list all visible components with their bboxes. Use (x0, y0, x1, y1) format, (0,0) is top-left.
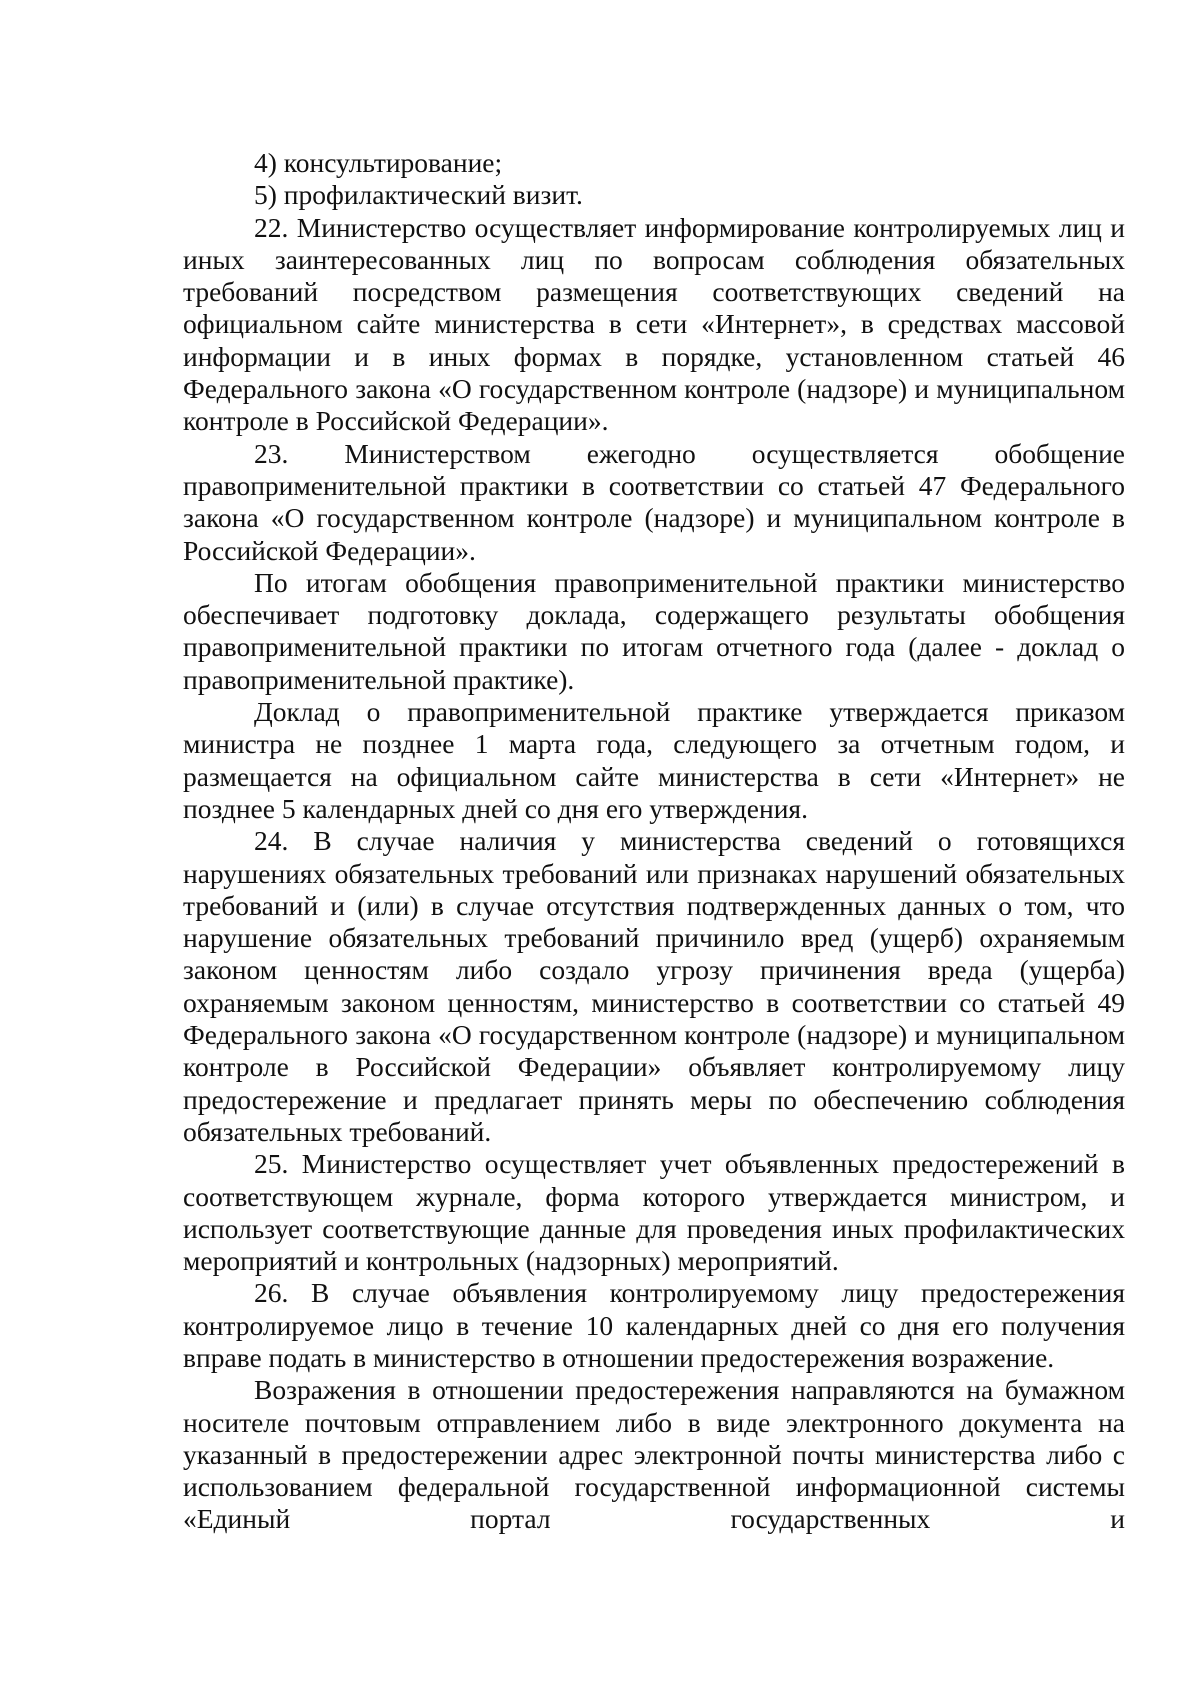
paragraph-24: 24. В случае наличия у министерства сведений о готовящихся нарушениях обязательных требований или признаках нарушений обязательных требований и (или) в случае отсутствия подтвержденных данных о том, что нарушение обязательных требований причинило вред (ущерб) охраняемым законом ценностям либо создало угрозу причинения вреда (ущерба) охраняемым законом ценностям, министерство в соответствии со статьей 49 Федерального закона «О государственном контроле (надзоре) и муниципальном контроле в Российской Федерации» объявляет контролируемому лицу предостережение и предлагает принять меры по обеспечению соблюдения обязательных требований. (183, 825, 1125, 1147)
paragraph-25: 25. Министерство осуществляет учет объявленных предостережений в соответствующем журнале, форма которого утверждается министром, и использует соответствующие данные для проведения иных профилактических мероприятий и контрольных (надзорных) мероприятий. (183, 1148, 1125, 1277)
paragraph-23-approval: Доклад о правоприменительной практике утверждается приказом министра не позднее 1 марта года, следующего за отчетным годом, и размещается на официальном сайте министерства в сети «Интернет» не позднее 5 календарных дней со дня его утверждения. (183, 696, 1125, 824)
list-item-consulting: 4) консультирование; (254, 147, 503, 178)
paragraph-23: 23. Министерством ежегодно осуществляется обобщение правоприменительной практики в соответствии со статьей 47 Федерального закона «О государственном контроле (надзоре) и муниципальном контроле в Российской Федерации». (183, 437, 1125, 566)
list-item-preventive-visit: 5) профилактический визит. (254, 179, 583, 211)
paragraph-26: 26. В случае объявления контролируемому лицу предостережения контролируемое лицо в течение 10 календарных дней со дня его получения вправе подать в министерство в отношении предостережения возражение. (183, 1277, 1125, 1373)
paragraph-23-report: По итогам обобщения правоприменительной практики министерство обеспечивает подготовку доклада, содержащего результаты обобщения правоприменительной практики по итогам отчетного года (далее - доклад о правоприменительной практике). (183, 566, 1125, 695)
paragraph-22: 22. Министерство осуществляет информирование контролируемых лиц и иных заинтересованных лиц по вопросам соблюдения обязательных требований посредством размещения соответствующих сведений на официальном сайте министерства в сети «Интернет», в средствах массовой информации и в иных формах в порядке, установленном статьей 46 Федерального закона «О государственном контроле (надзоре) и муниципальном контроле в Российской Федерации». (183, 211, 1125, 437)
paragraph-26-objections: Возражения в отношении предостережения направляются на бумажном носителе почтовым отправлением либо в виде электронного документа на указанный в предостережении адрес электронной почты министерства либо с использованием федеральной государственной информационной системы «Единый портал государственных и (183, 1374, 1125, 1535)
document-body (183, 147, 1125, 1536)
